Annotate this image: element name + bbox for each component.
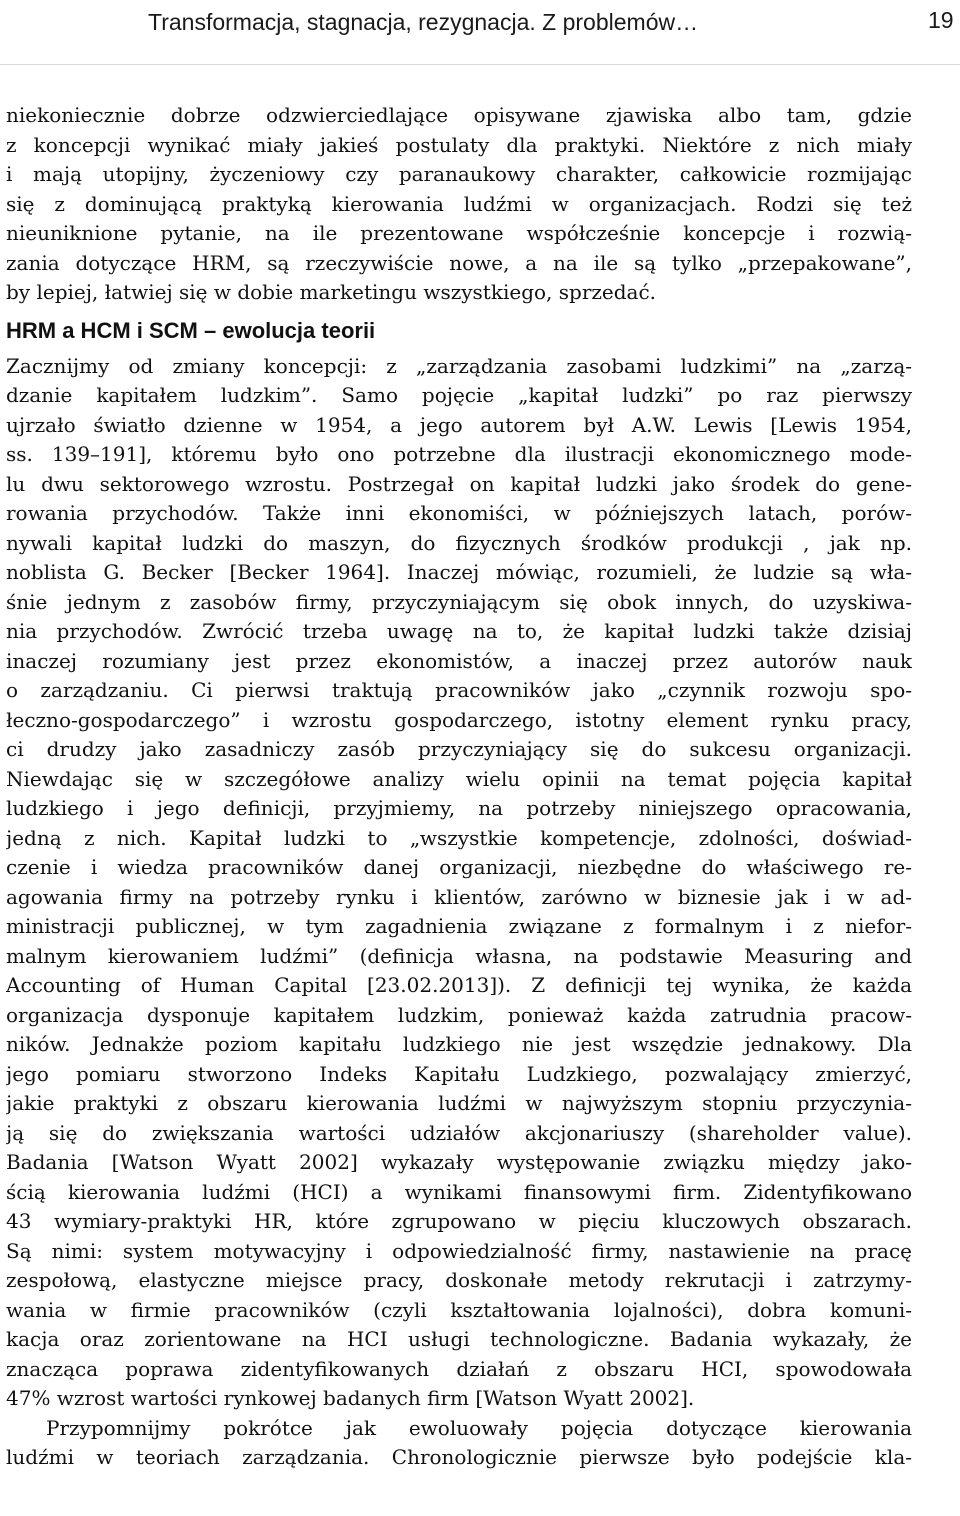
text-line: zania dotyczące HRM, są rzeczywiście nowe, a na ile są tylko „przepakowane”, xyxy=(6,250,912,275)
text-line: ci drudzy jako zasadniczy zasób przyczyniający się do sukcesu organizacji. xyxy=(6,737,912,761)
section-heading: HRM a HCM i SCM – ewolucja teorii xyxy=(6,317,376,343)
text-line: Badania [Watson Wyatt 2002] wykazały występowanie związku między jako- xyxy=(6,1150,912,1174)
text-line: ministracji publicznej, w tym zagadnienia związane z formalnym i z niefor- xyxy=(6,914,912,938)
text-line: lu dwu sektorowego wzrostu. Postrzegał on kapitał ludzki jako środek do gene- xyxy=(6,471,912,496)
text-line: Są nimi: system motywacyjny i odpowiedzialność firmy, nastawienie na pracę xyxy=(6,1238,912,1263)
paragraph-2 xyxy=(6,352,912,1414)
text-line: śnie jednym z zasobów firmy, przyczyniającym się obok innych, do uzyskiwa- xyxy=(6,589,912,614)
text-line: Niewdając się w szczegółowe analizy wielu opinii na temat pojęcia kapitał xyxy=(6,766,912,791)
text-line: o zarządzaniu. Ci pierwsi traktują pracowników jako „czynnik rozwoju spo- xyxy=(6,678,912,702)
text-line: agowania firmy na potrzeby rynku i klientów, zarówno w biznesie jak i w ad- xyxy=(6,884,912,909)
text-line: z koncepcji wynikać miały jakieś postulaty dla praktyki. Niektóre z nich miały xyxy=(6,132,912,157)
text-line: rowania przychodów. Także inni ekonomiści, w późniejszych latach, porów- xyxy=(6,501,912,525)
running-title: Transformacja, stagnacja, rezygnacja. Z problemów… xyxy=(148,9,699,35)
text-line: jakie praktyki z obszaru kierowania ludźmi w najwyższym stopniu przyczynia- xyxy=(6,1091,912,1115)
page-header xyxy=(0,0,960,60)
text-line: noblista G. Becker [Becker 1964]. Inaczej mówiąc, rozumieli, że ludzie są wła- xyxy=(6,560,912,584)
text-line: organizacja dysponuje kapitałem ludzkim, ponieważ każda zatrudnia pracow- xyxy=(6,1002,912,1027)
text-line: łeczno-gospodarczego” i wzrostu gospodarczego, istotny element rynku pracy, xyxy=(6,707,912,732)
text-line: ścią kierowania ludźmi (HCI) a wynikami finansowymi firm. Zidentyfikowano xyxy=(6,1179,912,1204)
text-line: niekoniecznie dobrze odzwierciedlające opisywane zjawiska albo tam, gdzie xyxy=(6,103,912,127)
page-body xyxy=(6,101,912,1473)
text-line: nieuniknione pytanie, na ile prezentowane współcześnie koncepcje i rozwią- xyxy=(6,221,912,245)
text-line: kacja oraz zorientowane na HCI usługi technologiczne. Badania wykazały, że xyxy=(6,1327,912,1351)
text-line: czenie i wiedza pracowników danej organizacji, niezbędne do właściwego re- xyxy=(6,855,912,879)
header-divider xyxy=(0,64,960,65)
text-line: jego pomiaru stworzono Indeks Kapitału Ludzkiego, pozwalający zmierzyć, xyxy=(6,1061,912,1086)
text-line: 47% wzrost wartości rynkowej badanych firm [Watson Wyatt 2002]. xyxy=(6,1386,695,1410)
text-line: by lepiej, łatwiej się w dobie marketingu wszystkiego, sprzedać. xyxy=(6,280,657,304)
text-line: ludzkiego i jego definicji, przyjmiemy, na potrzeby niniejszego opracowania, xyxy=(6,796,912,820)
text-line: ujrzało światło dzienne w 1954, a jego autorem był A.W. Lewis [Lewis 1954, xyxy=(6,412,912,437)
text-line: znacząca poprawa zidentyfikowanych działań z obszaru HCI, spowodowała xyxy=(6,1356,912,1381)
page-number: 19 xyxy=(928,7,954,33)
text-line: jedną z nich. Kapitał ludzki to „wszystkie kompetencje, zdolności, doświad- xyxy=(6,825,912,850)
text-line: zespołową, elastyczne miejsce pracy, doskonałe metody rekrutacji i zatrzymy- xyxy=(6,1268,912,1292)
text-line: Zacznijmy od zmiany koncepcji: z „zarządzania zasobami ludzkimi” na „zarzą- xyxy=(6,353,912,378)
text-line: ss. 139–191], któremu było ono potrzebne dla ilustracji ekonomicznego mode- xyxy=(6,442,912,466)
paragraph-3 xyxy=(6,1414,912,1473)
text-line: ników. Jednakże poziom kapitału ludzkiego nie jest wszędzie jednakowy. Dla xyxy=(6,1032,912,1056)
text-line: dzanie kapitałem ludzkim”. Samo pojęcie „kapitał ludzki” po raz pierwszy xyxy=(6,383,912,407)
text-line: inaczej rozumiany jest przez ekonomistów, a inaczej przez autorów nauk xyxy=(6,648,912,673)
text-line: 43 wymiary-praktyki HR, które zgrupowano w pięciu kluczowych obszarach. xyxy=(6,1209,912,1233)
text-line: nia przychodów. Zwrócić trzeba uwagę na to, że kapitał ludzki także dzisiaj xyxy=(6,619,912,643)
text-line: ludźmi w teoriach zarządzania. Chronologicznie pierwsze było podejście kla- xyxy=(6,1445,912,1469)
text-line: nywali kapitał ludzki do maszyn, do fizycznych środków produkcji , jak np. xyxy=(6,530,912,555)
text-line: ją się do zwiększania wartości udziałów akcjonariuszy (shareholder value). xyxy=(6,1120,912,1145)
paragraph-1 xyxy=(6,101,912,308)
text-line: Przypomnijmy pokrótce jak ewoluowały pojęcia dotyczące kierowania xyxy=(46,1415,912,1440)
text-line: malnym kierowaniem ludźmi” (definicja własna, na podstawie Measuring and xyxy=(6,943,912,968)
text-line: wania w firmie pracowników (czyli kształtowania lojalności), dobra komuni- xyxy=(6,1297,912,1322)
text-line: się z dominującą praktyką kierowania ludźmi w organizacjach. Rodzi się też xyxy=(6,191,912,216)
text-line: Accounting of Human Capital [23.02.2013]). Z definicji tej wynika, że każda xyxy=(6,973,912,997)
text-line: i mają utopijny, życzeniowy czy paranaukowy charakter, całkowicie rozmijając xyxy=(6,162,912,186)
